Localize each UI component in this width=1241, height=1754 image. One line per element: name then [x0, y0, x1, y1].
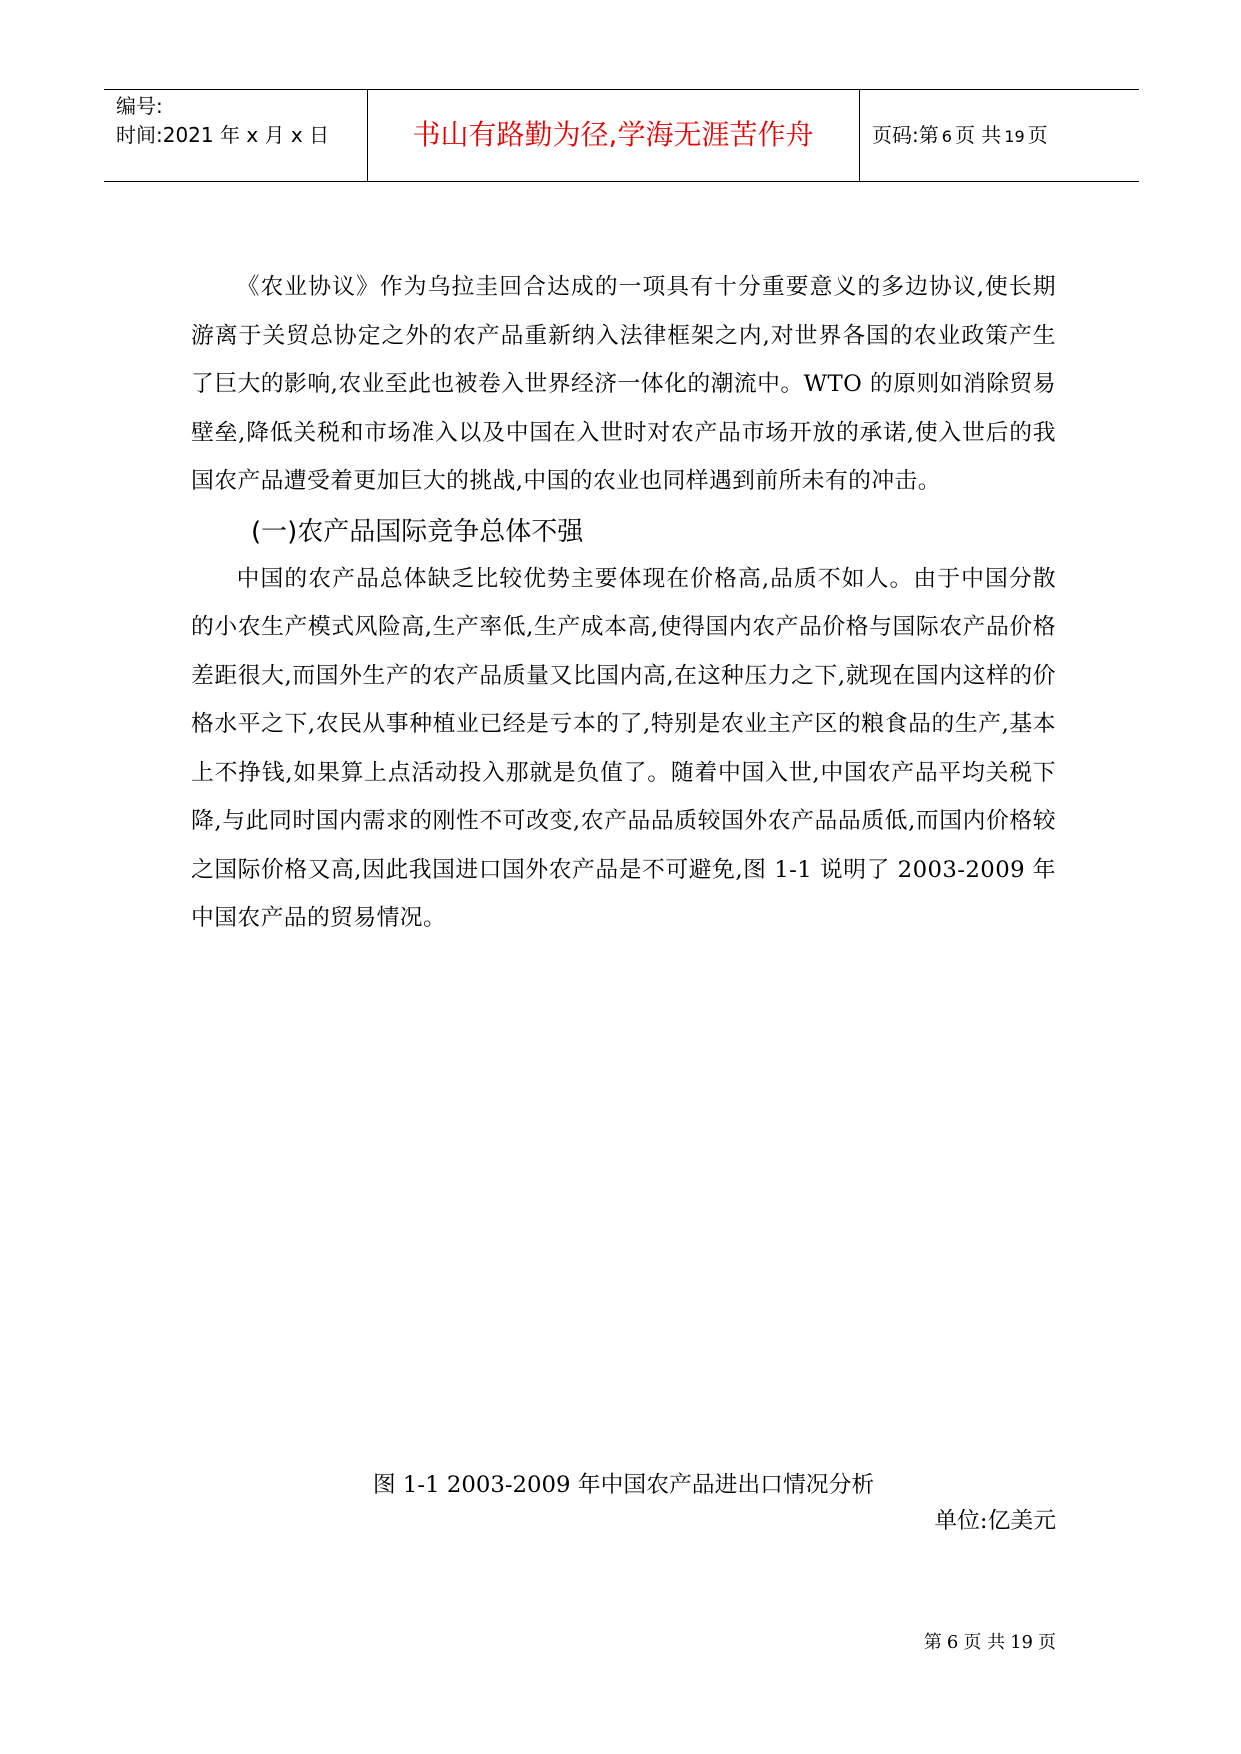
document-body	[191, 263, 1056, 943]
header-divider	[859, 90, 860, 181]
page-footer	[924, 1630, 1056, 1656]
footer-suffix: 页	[1038, 1632, 1056, 1653]
header-meta	[116, 92, 329, 150]
header-motto: 书山有路勤为径,学海无涯苦作舟	[412, 118, 814, 151]
header-page-suffix: 页	[1027, 123, 1048, 147]
body-paragraph: 《农业协议》作为乌拉圭回合达成的一项具有十分重要意义的多边协议,使长期游离于关贸总协定之外的农产品重新纳入法律框架之内,对世界各国的农业政策产生了巨大的影响,农业至此也被卷入世界经济一体化的潮流中。WTO 的原则如消除贸易壁垒,降低关税和市场准入以及中国在入世时对农产品市场开放的承诺,使入世后的我国农产品遭受着更加巨大的挑战,中国的农业也同样遇到前所未有的冲击。	[191, 274, 1056, 494]
footer-page-total: 19	[1010, 1632, 1033, 1653]
section-heading: (一)农产品国际竞争总体不强	[251, 516, 584, 547]
figure-unit-label: 单位:亿美元	[934, 1508, 1056, 1534]
serial-number-label: 编号:	[116, 94, 163, 118]
header-page-indicator	[872, 120, 1048, 152]
page-header	[104, 89, 1139, 182]
header-page-number: 6	[941, 127, 952, 146]
footer-mid: 页 共	[963, 1632, 1006, 1653]
body-paragraph: 中国的农产品总体缺乏比较优势主要体现在价格高,品质不如人。由于中国分散的小农生产模式风险高,生产率低,生产成本高,使得国内农产品价格与国际农产品价格差距很大,而国外生产的农产品质量又比国内高,在这种压力之下,就现在国内这样的价格水平之下,农民从事种植业已经是亏本的了,特别是农业主产区的粮食品的生产,基本上不挣钱,如果算上点活动投入那就是负值了。随着中国入世,中国农产品平均关税下降,与此同时国内需求的刚性不可改变,农产品品质较国外农产品品质低,而国内价格较之国际价格又高,因此我国进口国外农产品是不可避免,图 1-1 说明了 2003-2009 年中国农产品的贸易情况。	[191, 565, 1056, 931]
footer-page-number: 6	[946, 1632, 959, 1653]
header-page-total: 19	[1004, 127, 1025, 146]
footer-prefix: 第	[923, 1632, 942, 1653]
header-page-prefix: 页码:第	[872, 123, 939, 147]
header-page-mid: 页 共	[954, 123, 1002, 147]
header-divider	[367, 90, 368, 181]
figure-caption: 图 1-1 2003-2009 年中国农产品进出口情况分析	[372, 1472, 875, 1498]
date-label: 时间:2021 年 x 月 x 日	[116, 123, 330, 147]
